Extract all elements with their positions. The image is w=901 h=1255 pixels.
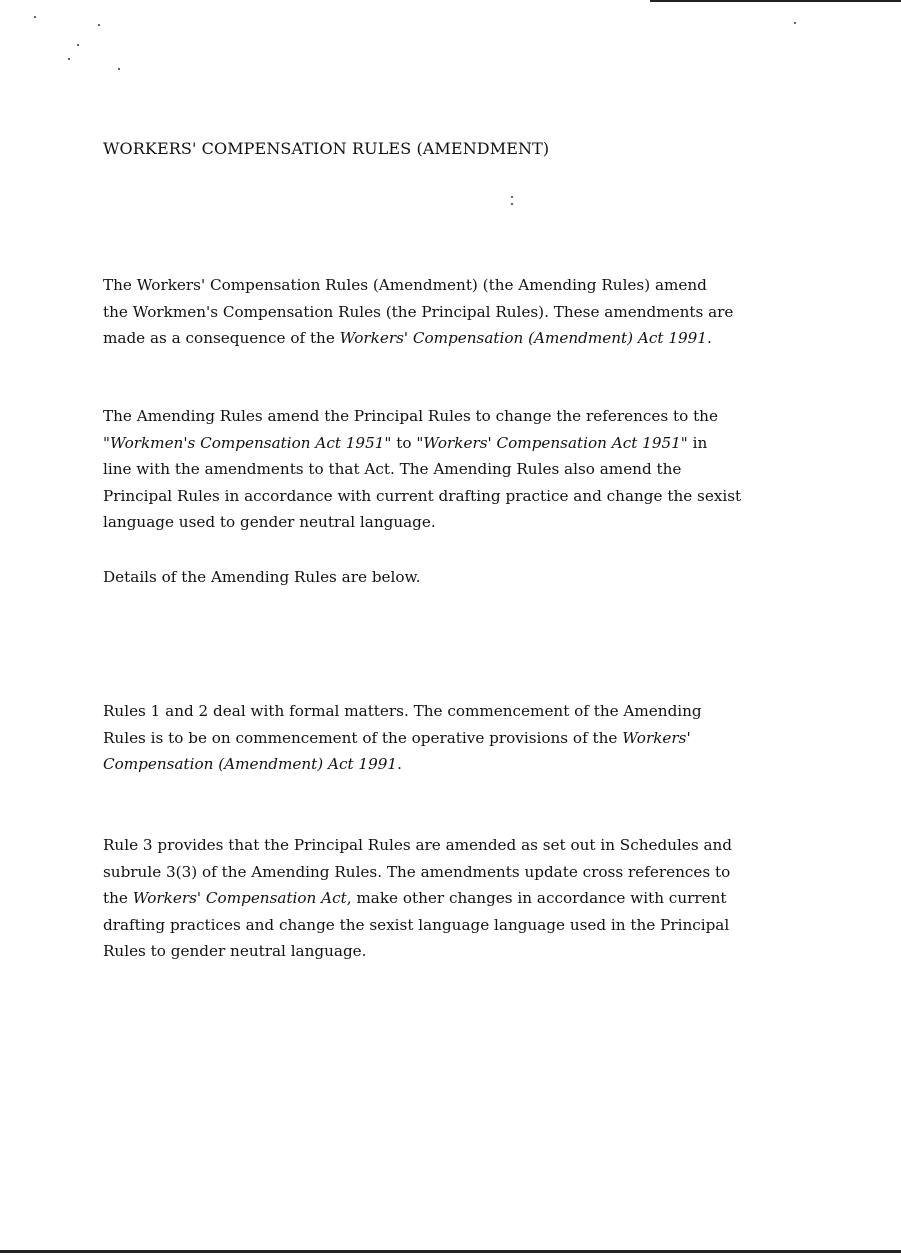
scan-speck — [118, 68, 120, 70]
scan-speck — [34, 16, 36, 18]
text-run: the Workmen's Compensation Rules (the Principal Rules). These amendments are — [103, 302, 734, 321]
text-run: Rules is to be on commencement of the operative provisions of the — [103, 728, 623, 747]
paragraph-line — [103, 938, 823, 965]
text-run: Principal Rules in accordance with current drafting practice and change the sexist — [103, 486, 742, 505]
paragraph-line — [103, 725, 823, 752]
text-run: Rules 1 and 2 deal with formal matters. The commencement of the Amending — [103, 702, 702, 720]
paragraph-line — [103, 885, 823, 912]
text-run: language used to gender neutral language. — [103, 513, 436, 531]
paragraph-line — [103, 509, 823, 536]
text-run: . — [706, 329, 712, 347]
paragraph-line — [103, 299, 823, 326]
scan-speck — [77, 44, 79, 46]
document-title: WORKERS' COMPENSATION RULES (AMENDMENT) — [103, 139, 550, 158]
text-run: , make other changes in accordance with current — [346, 889, 727, 907]
scan-speck — [98, 24, 100, 26]
paragraph-line — [103, 272, 823, 299]
paragraph-line — [103, 698, 823, 725]
text-run: subrule 3(3) of the Amending Rules. The amendments update cross references to — [103, 862, 731, 881]
italic-text: "Workmen's Compensation Act 1951" — [103, 433, 392, 452]
paragraph-rules-1-2 — [103, 698, 823, 778]
text-run: . — [397, 755, 402, 773]
paragraph-rule-3 — [103, 832, 823, 965]
text-run: Details of the Amending Rules are below. — [103, 568, 421, 586]
text-run: made as a consequence of the — [103, 329, 340, 347]
text-run: in — [687, 433, 708, 452]
paragraph-line — [103, 403, 823, 430]
text-run: Rule 3 provides that the Principal Rules are amended as set out in Schedules and — [103, 836, 733, 854]
paragraph-intro — [103, 272, 823, 352]
scan-speck — [68, 58, 70, 60]
scan-speck — [794, 22, 796, 24]
paragraph-line — [103, 325, 823, 352]
italic-text: Workers' — [622, 728, 691, 747]
scan-speck — [511, 196, 513, 198]
text-run: drafting practices and change the sexist language language used in the Principal — [103, 915, 730, 934]
scan-edge-bottom — [0, 1250, 901, 1253]
text-run: Rules to gender neutral language. — [103, 942, 367, 960]
paragraph-references — [103, 403, 823, 536]
text-run: The Amending Rules amend the Principal Rules to change the references to the — [103, 407, 718, 425]
paragraph-line — [103, 912, 823, 939]
scan-edge-top — [650, 0, 901, 2]
italic-text: Workers' Compensation Act — [132, 889, 347, 907]
paragraph-details — [103, 564, 823, 591]
text-run: line with the amendments to that Act. The Amending Rules also amend the — [103, 460, 682, 478]
italic-text: Workers' Compensation (Amendment) Act 1991 — [339, 329, 707, 347]
text-run: the — [103, 889, 133, 907]
paragraph-line — [103, 859, 823, 886]
paragraph-line — [103, 751, 823, 778]
paragraph-line — [103, 430, 823, 457]
paragraph-line — [103, 564, 823, 591]
italic-text: Compensation (Amendment) Act 1991 — [103, 755, 398, 773]
paragraph-line — [103, 483, 823, 510]
paragraph-line — [103, 456, 823, 483]
scan-speck — [511, 203, 513, 205]
text-run: The Workers' Compensation Rules (Amendment) (the Amending Rules) amend — [103, 276, 707, 294]
paragraph-line — [103, 832, 823, 859]
italic-text: "Workers' Compensation Act 1951" — [416, 433, 688, 452]
text-run: to — [391, 433, 417, 452]
